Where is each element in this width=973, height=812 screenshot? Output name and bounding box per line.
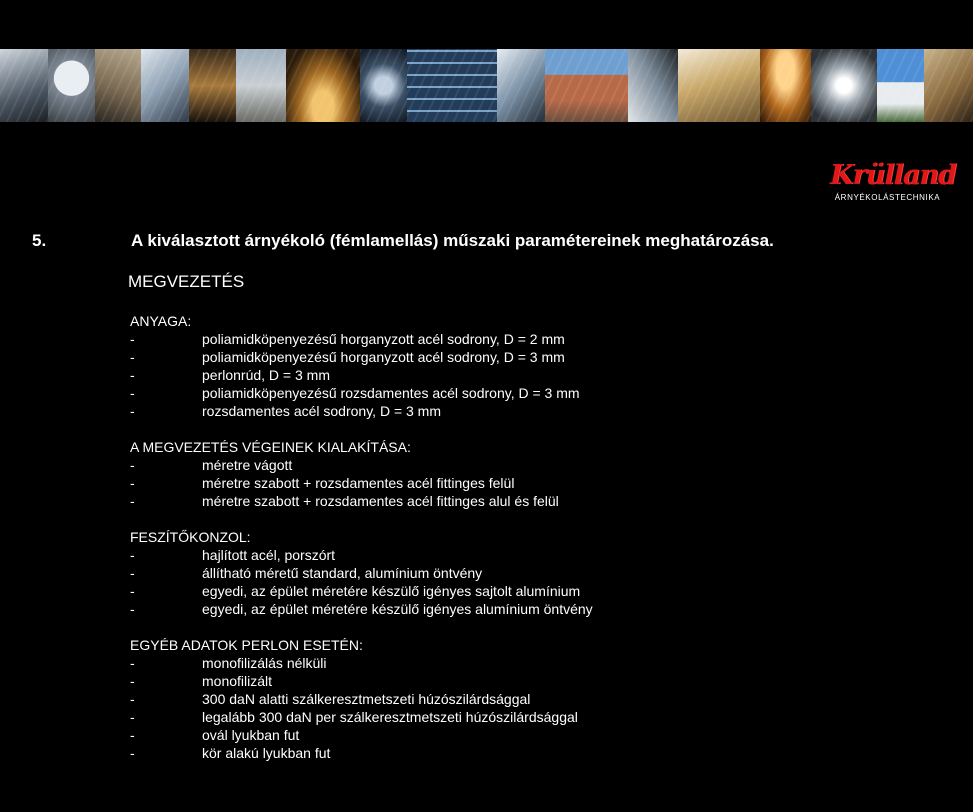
list-item-text: hajlított acél, porszórt [202,547,336,563]
list-item [130,474,870,492]
group-perlon-data [130,636,870,762]
list-item-text: méretre szabott + rozsdamentes acél fittinges felül [202,475,515,491]
list-item-text: poliamidköpenyezésű rozsdamentes acél sodrony, D = 3 mm [202,385,580,401]
bullet-dash: - [130,349,135,365]
list-item-text: ovál lyukban fut [202,727,300,743]
banner-photo-building [545,49,628,122]
banner-photo-courtyard [95,49,141,122]
bullet-dash: - [130,457,135,473]
list-item [130,744,870,762]
list-item-text: 300 daN alatti szálkeresztmetszeti húzószilárdsággal [202,691,531,707]
bullet-dash: - [130,565,135,581]
list-item [130,600,870,618]
group-tension-bracket [130,528,870,618]
banner-photo-dome-ribs [360,49,407,122]
bullet-dash: - [130,601,135,617]
list-item-text: állítható méretű standard, alumínium öntvény [202,565,483,581]
logo-wordmark: Krülland [830,160,956,191]
list-item [130,330,870,348]
banner-photo-glass-roof [0,49,48,122]
banner-photo-lit-dome [760,49,811,122]
banner-photo-arch [48,49,95,122]
list-item-text: poliamidköpenyezésű horganyzott acél sodrony, D = 3 mm [202,349,565,365]
group-end-finish [130,438,870,510]
bullet-dash: - [130,367,135,383]
group-heading: A MEGVEZETÉS VÉGEINEK KIALAKÍTÁSA: [130,439,411,455]
list-item [130,546,870,564]
list-item-text: egyedi, az épület méretére készülő igényes sajtolt alumínium [202,583,581,599]
banner-photo-lamellas [678,49,760,122]
bullet-dash: - [130,709,135,725]
list-item [130,690,870,708]
list-item-text: monofilizálás nélküli [202,655,327,671]
list-item [130,492,870,510]
list-item [130,366,870,384]
list-item [130,384,870,402]
photo-banner [0,49,973,122]
bullet-dash: - [130,493,135,509]
group-heading: EGYÉB ADATOK PERLON ESETÉN: [130,637,363,653]
list-item [130,582,870,600]
parameter-list [130,312,870,780]
section-subtitle: MEGVEZETÉS [128,272,245,291]
bullet-dash: - [130,691,135,707]
banner-photo-truss [628,49,678,122]
bullet-dash: - [130,655,135,671]
group-heading: ANYAGA: [130,313,192,329]
list-item-text: rozsdamentes acél sodrony, D = 3 mm [202,403,442,419]
group-heading: FESZÍTŐKONZOL: [130,529,251,545]
bullet-dash: - [130,331,135,347]
logo-tagline: ÁRNYÉKOLÁSTECHNIKA [834,193,941,202]
list-item [130,456,870,474]
bullet-dash: - [130,745,135,761]
banner-photo-wood-roof [924,49,973,122]
banner-photo-skylight [141,49,189,122]
banner-photo-steel-node [497,49,545,122]
list-item-text: perlonrúd, D = 3 mm [202,367,330,383]
list-item [130,672,870,690]
section-title: A kiválasztott árnyékoló (fémlamellás) műszaki paramétereinek meghatározása. [131,231,774,250]
list-item-text: egyedi, az épület méretére készülő igényes alumínium öntvény [202,601,593,617]
list-item-text: kör alakú lyukban fut [202,745,331,761]
bullet-dash: - [130,385,135,401]
list-item [130,348,870,366]
section-number: 5. [32,231,47,250]
list-item [130,726,870,744]
banner-photo-radial-roof [811,49,877,122]
bullet-dash: - [130,475,135,491]
list-item-text: poliamidköpenyezésű horganyzott acél sodrony, D = 2 mm [202,331,565,347]
banner-photo-colonnade [189,49,236,122]
bullet-dash: - [130,583,135,599]
banner-photo-glass-grid [407,49,497,122]
list-item [130,708,870,726]
company-logo [830,160,956,202]
list-item [130,564,870,582]
list-item-text: legalább 300 daN per szálkeresztmetszeti húzószilárdsággal [202,709,578,725]
banner-photo-dome-interior [286,49,360,122]
list-item [130,654,870,672]
bullet-dash: - [130,403,135,419]
bullet-dash: - [130,727,135,743]
list-item-text: méretre vágott [202,457,293,473]
banner-photo-exterior [877,49,924,122]
bullet-dash: - [130,547,135,563]
bullet-dash: - [130,673,135,689]
list-item-text: monofilizált [202,673,273,689]
group-material [130,312,870,420]
banner-photo-facade [236,49,286,122]
list-item-text: méretre szabott + rozsdamentes acél fittinges alul és felül [202,493,559,509]
list-item [130,402,870,420]
